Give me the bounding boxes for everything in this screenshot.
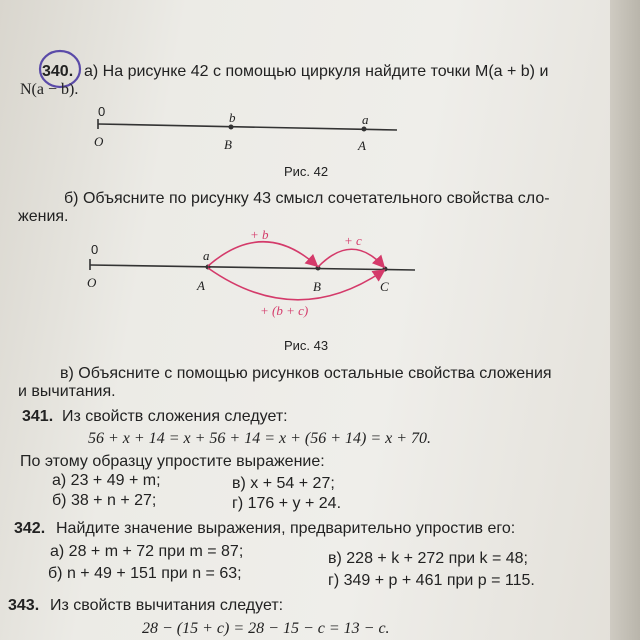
problem-342-intro: Найдите значение выражения, предварительно упростив его: [56, 520, 516, 537]
fig43-label-zero: 0 [91, 242, 99, 257]
fig42-label-b: b [229, 110, 236, 125]
problem-342-number: 342. [14, 520, 46, 537]
problem-340-part-v-line2: и вычитания. [18, 383, 116, 400]
problem-340-part-b-line2: жения. [18, 208, 69, 225]
problem-340-part-a-line2: N(a − b). [20, 81, 79, 98]
fig43-label-O: O [87, 275, 97, 290]
fig43-arc-label-plus-b: + b [250, 227, 269, 242]
fig43-arc-label-plus-b-plus-c: + (b + c) [260, 303, 309, 318]
problem-341-item-g: г) 176 + y + 24. [232, 495, 342, 512]
fig42-label-A: A [358, 138, 366, 153]
problem-342-item-a: а) 28 + m + 72 при m = 87; [50, 543, 244, 560]
problem-341-example: 56 + x + 14 = x + 56 + 14 = x + (56 + 14) = x + 70. [88, 430, 432, 447]
fig43-label-C: C [380, 279, 389, 294]
problem-342-item-g: г) 349 + p + 461 при p = 115. [328, 572, 535, 589]
problem-340-part-v-line1: в) Объясните с помощью рисунков остальные свойства сложения [60, 365, 552, 382]
problem-341-item-b: б) 38 + n + 27; [52, 492, 157, 509]
problem-342-item-b: б) n + 49 + 151 при n = 63; [48, 565, 242, 582]
fig42-label-a: a [362, 112, 369, 127]
problem-341-item-v: в) x + 54 + 27; [232, 475, 335, 492]
problem-343-number: 343. [8, 597, 40, 614]
fig42-caption: Рис. 42 [284, 164, 329, 179]
problem-342-item-v: в) 228 + k + 272 при k = 48; [328, 550, 528, 567]
problem-343-example: 28 − (15 + c) = 28 − 15 − c = 13 − c. [142, 620, 390, 637]
problem-340-number: 340. [42, 63, 74, 80]
fig42-label-B: B [224, 137, 232, 152]
fig43-caption: Рис. 43 [284, 338, 329, 353]
problem-341-task: По этому образцу упростите выражение: [20, 453, 325, 470]
fig42-label-zero: 0 [98, 104, 106, 119]
problem-340-part-a-line1: а) На рисунке 42 с помощью циркуля найдите точки M(a + b) и [84, 63, 549, 80]
fig43-label-B: B [313, 279, 321, 294]
fig43-arc-label-plus-c: + c [344, 233, 362, 248]
problem-343-intro: Из свойств вычитания следует: [50, 597, 284, 614]
fig43-label-a: a [203, 248, 210, 263]
problem-340-part-b-line1: б) Объясните по рисунку 43 смысл сочетательного свойства сло- [64, 190, 550, 207]
fig42-label-O: O [94, 134, 104, 149]
problem-341-item-a: а) 23 + 49 + m; [52, 472, 161, 489]
problem-341-intro: Из свойств сложения следует: [62, 408, 288, 425]
fig43-label-A: A [197, 278, 205, 293]
problem-341-number: 341. [22, 408, 54, 425]
